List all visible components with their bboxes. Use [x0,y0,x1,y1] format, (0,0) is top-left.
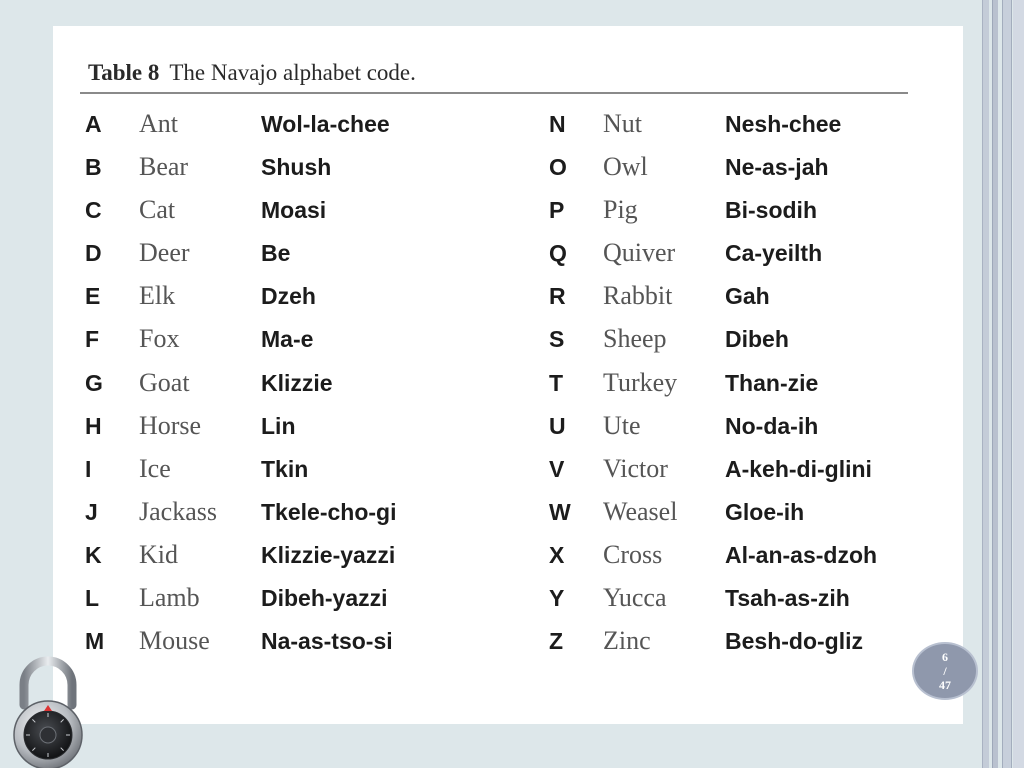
row-letter: B [85,154,102,181]
row-letter: R [549,283,566,310]
row-word: Kid [139,539,178,569]
table-number: Table 8 [88,60,160,85]
row-code: Moasi [261,197,327,224]
row-code: Lin [261,412,296,439]
row-word: Rabbit [603,281,673,311]
row-word: Jackass [139,496,217,526]
row-letter: Z [549,628,564,655]
row-word: Turkey [603,367,678,397]
row-code: Besh-do-gliz [725,628,863,655]
row-letter: C [85,197,102,224]
row-word: Nut [603,109,642,138]
row-letter: U [549,412,566,439]
row-letter: L [85,585,100,612]
row-letter: O [549,154,567,181]
table-title: The Navajo alphabet code. [169,60,416,85]
caption-divider [80,92,908,94]
row-code: Tsah-as-zih [725,585,850,612]
slide-number-current: 6 [942,650,948,664]
decorative-rail [982,0,989,768]
row-word: Fox [139,324,180,354]
row-word: Victor [603,453,668,483]
slide-content-panel [53,26,963,724]
row-word: Yucca [603,583,667,613]
row-word: Ute [603,410,641,440]
row-letter: T [549,369,564,396]
row-code: Ne-as-jah [725,154,829,181]
row-word: Quiver [603,238,676,268]
decorative-rail [1013,0,1024,768]
row-code: Ca-yeilth [725,240,823,267]
row-code: A-keh-di-glini [725,455,872,482]
row-code: Be [261,240,291,267]
row-code: Tkin [261,455,309,482]
slide-number-total: 47 [939,678,951,692]
slide-number-separator: / [943,664,947,678]
decorative-rail [1002,0,1012,768]
row-code: Na-as-tso-si [261,628,393,655]
row-letter: W [549,498,571,525]
row-code: Dzeh [261,283,316,310]
row-word: Bear [139,152,189,182]
row-letter: Y [549,585,565,612]
row-code: Nesh-chee [725,111,842,137]
row-word: Deer [139,238,190,268]
row-word: Zinc [603,626,651,656]
row-letter: X [549,541,565,568]
row-word: Goat [139,367,190,397]
row-letter: S [549,326,565,353]
row-word: Ant [139,109,178,138]
row-letter: K [85,541,102,568]
row-letter: M [85,628,105,655]
row-word: Sheep [603,324,667,354]
row-letter: I [85,455,92,482]
padlock-icon [8,655,88,768]
row-letter: P [549,197,565,224]
row-code: No-da-ih [725,412,819,439]
row-code: Gloe-ih [725,498,805,525]
row-word: Ice [139,453,171,483]
row-letter: J [85,498,98,525]
row-letter: V [549,455,565,482]
row-letter: G [85,369,103,396]
row-code: Dibeh-yazzi [261,585,388,612]
row-word: Cross [603,539,663,569]
row-letter: D [85,240,102,267]
row-code: Gah [725,283,770,310]
row-word: Cat [139,195,176,225]
row-code: Ma-e [261,326,314,353]
decorative-rail [992,0,998,768]
slide-number-badge [912,642,978,700]
row-word: Elk [139,281,176,311]
row-code: Than-zie [725,369,819,396]
row-letter: E [85,283,101,310]
row-letter: H [85,412,102,439]
row-code: Bi-sodih [725,197,817,224]
row-code: Klizzie-yazzi [261,541,396,568]
row-code: Al-an-as-dzoh [725,541,878,568]
row-letter: Q [549,240,567,267]
row-code: Klizzie [261,369,333,396]
row-code: Tkele-cho-gi [261,498,397,525]
row-code: Wol-la-chee [261,111,390,137]
row-letter: A [85,111,102,137]
row-code: Shush [261,154,332,181]
row-code: Dibeh [725,326,789,353]
row-word: Owl [603,152,648,182]
row-word: Weasel [603,496,678,526]
row-word: Mouse [139,626,210,656]
table-caption [88,60,416,86]
row-letter: N [549,111,566,137]
row-letter: F [85,326,100,353]
row-word: Horse [139,410,202,440]
row-word: Pig [603,195,638,225]
row-word: Lamb [139,583,200,613]
